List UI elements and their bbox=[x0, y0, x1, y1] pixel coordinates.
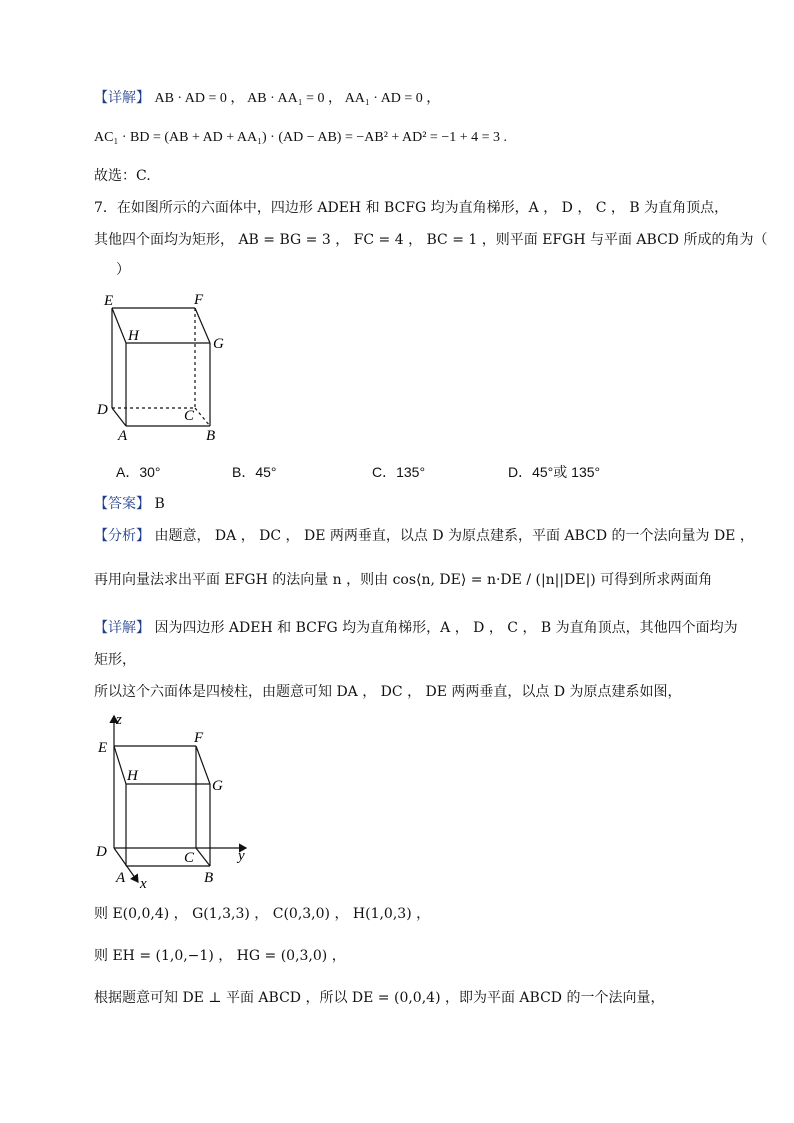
detail2-line-3: 所以这个六面体是四棱柱，由题意可知 DA ， DC ， DE 两两垂直，以点 D 为原点建系如图， bbox=[94, 684, 682, 700]
label-d: D bbox=[97, 402, 108, 418]
label-g: G bbox=[213, 336, 224, 352]
answer-tag: 【答案】 bbox=[94, 496, 150, 512]
analysis-tag: 【分析】 bbox=[94, 528, 150, 544]
detail-tag: 【详解】 bbox=[94, 90, 150, 106]
edge2-eh bbox=[114, 746, 126, 784]
detail2-vectors: 则 EH = (1,0,−1) ， HG = (0,3,0) ， bbox=[94, 948, 346, 964]
question7-line2: 其他四个面均为矩形， AB = BG = 3 ， FC = 4 ， BC = 1 ，则平面 EFGH 与平面 ABCD 所成的角为（ bbox=[94, 232, 768, 248]
analysis-line-2: 再用向量法求出平面 EFGH 的法向量 n ，则由 cos⟨n, DE⟩ = n·DE / (|n||DE|) 可得到所求两面角 bbox=[94, 572, 713, 588]
label2-a: A bbox=[116, 870, 126, 886]
edge-cb-hidden bbox=[195, 408, 210, 426]
label-h: H bbox=[128, 328, 139, 344]
edge-eh bbox=[112, 308, 126, 343]
option-a[interactable]: A．30° bbox=[116, 464, 161, 480]
option-d[interactable]: D．45°或 135° bbox=[508, 464, 601, 480]
edge-fg bbox=[195, 308, 210, 343]
option-c[interactable]: C．135° bbox=[372, 464, 426, 480]
detail2-normal: 根据题意可知 DE ⊥ 平面 ABCD ，所以 DE = (0,0,4) ，即为平面 ABCD 的一个法向量， bbox=[94, 990, 665, 1006]
detail2-line-2: 矩形， bbox=[94, 652, 136, 668]
label2-b: B bbox=[204, 870, 214, 886]
detail2-line-1 bbox=[94, 618, 738, 638]
question7-line1: 7．在如图所示的六面体中，四边形 ADEH 和 BCFG 均为直角梯形，A ， D ， C ， B 为直角顶点， bbox=[94, 200, 729, 216]
label2-e: E bbox=[98, 740, 108, 756]
figure-prism-1 bbox=[90, 288, 240, 448]
detail-math: AB · AD = 0 ， AB · AA₁ = 0 ， AA₁ · AD = 0 ， bbox=[154, 91, 441, 106]
detail2-text-1: 因为四边形 ADEH 和 BCFG 均为直角梯形，A ， D ， C ， B 为直角顶点，其他四个面均为 bbox=[154, 620, 738, 636]
option-b[interactable]: B．45° bbox=[232, 464, 277, 480]
edge2-fg bbox=[196, 746, 210, 784]
label2-h: H bbox=[127, 768, 138, 784]
label-c: C bbox=[184, 408, 195, 424]
figure-prism-2 bbox=[88, 710, 258, 892]
question7-line3: ） bbox=[116, 262, 130, 278]
detail-line-1 bbox=[94, 88, 440, 109]
answer-value: B bbox=[154, 496, 165, 512]
label-f: F bbox=[194, 292, 204, 308]
detail2-tag: 【详解】 bbox=[94, 620, 150, 636]
label2-z: z bbox=[116, 712, 122, 728]
label2-g: G bbox=[212, 778, 223, 794]
label2-f: F bbox=[194, 730, 204, 746]
edge-da bbox=[112, 408, 126, 426]
label-a: A bbox=[118, 428, 128, 444]
answer-line bbox=[94, 494, 165, 514]
detail2-coords: 则 E(0,0,4) ， G(1,3,3) ， C(0,3,0) ， H(1,0,3) ， bbox=[94, 906, 431, 922]
label2-d: D bbox=[96, 844, 107, 860]
detail-math-2: AC₁ · BD = (AB + AD + AA₁) · (AD − AB) = −AB² + AD² = −1 + 4 = 3 . bbox=[94, 130, 508, 145]
edge2-cb bbox=[196, 848, 210, 866]
label-b: B bbox=[206, 428, 216, 444]
analysis-text-1: 由题意， DA ， DC ， DE 两两垂直，以点 D 为原点建系，平面 ABCD 的一个法向量为 DE ， bbox=[154, 528, 754, 544]
label2-x: x bbox=[140, 876, 147, 892]
analysis-line-1 bbox=[94, 526, 754, 546]
choice-line: 故选：C. bbox=[94, 168, 151, 184]
label2-c: C bbox=[184, 850, 195, 866]
label2-y: y bbox=[238, 848, 245, 864]
label-e: E bbox=[104, 293, 114, 309]
